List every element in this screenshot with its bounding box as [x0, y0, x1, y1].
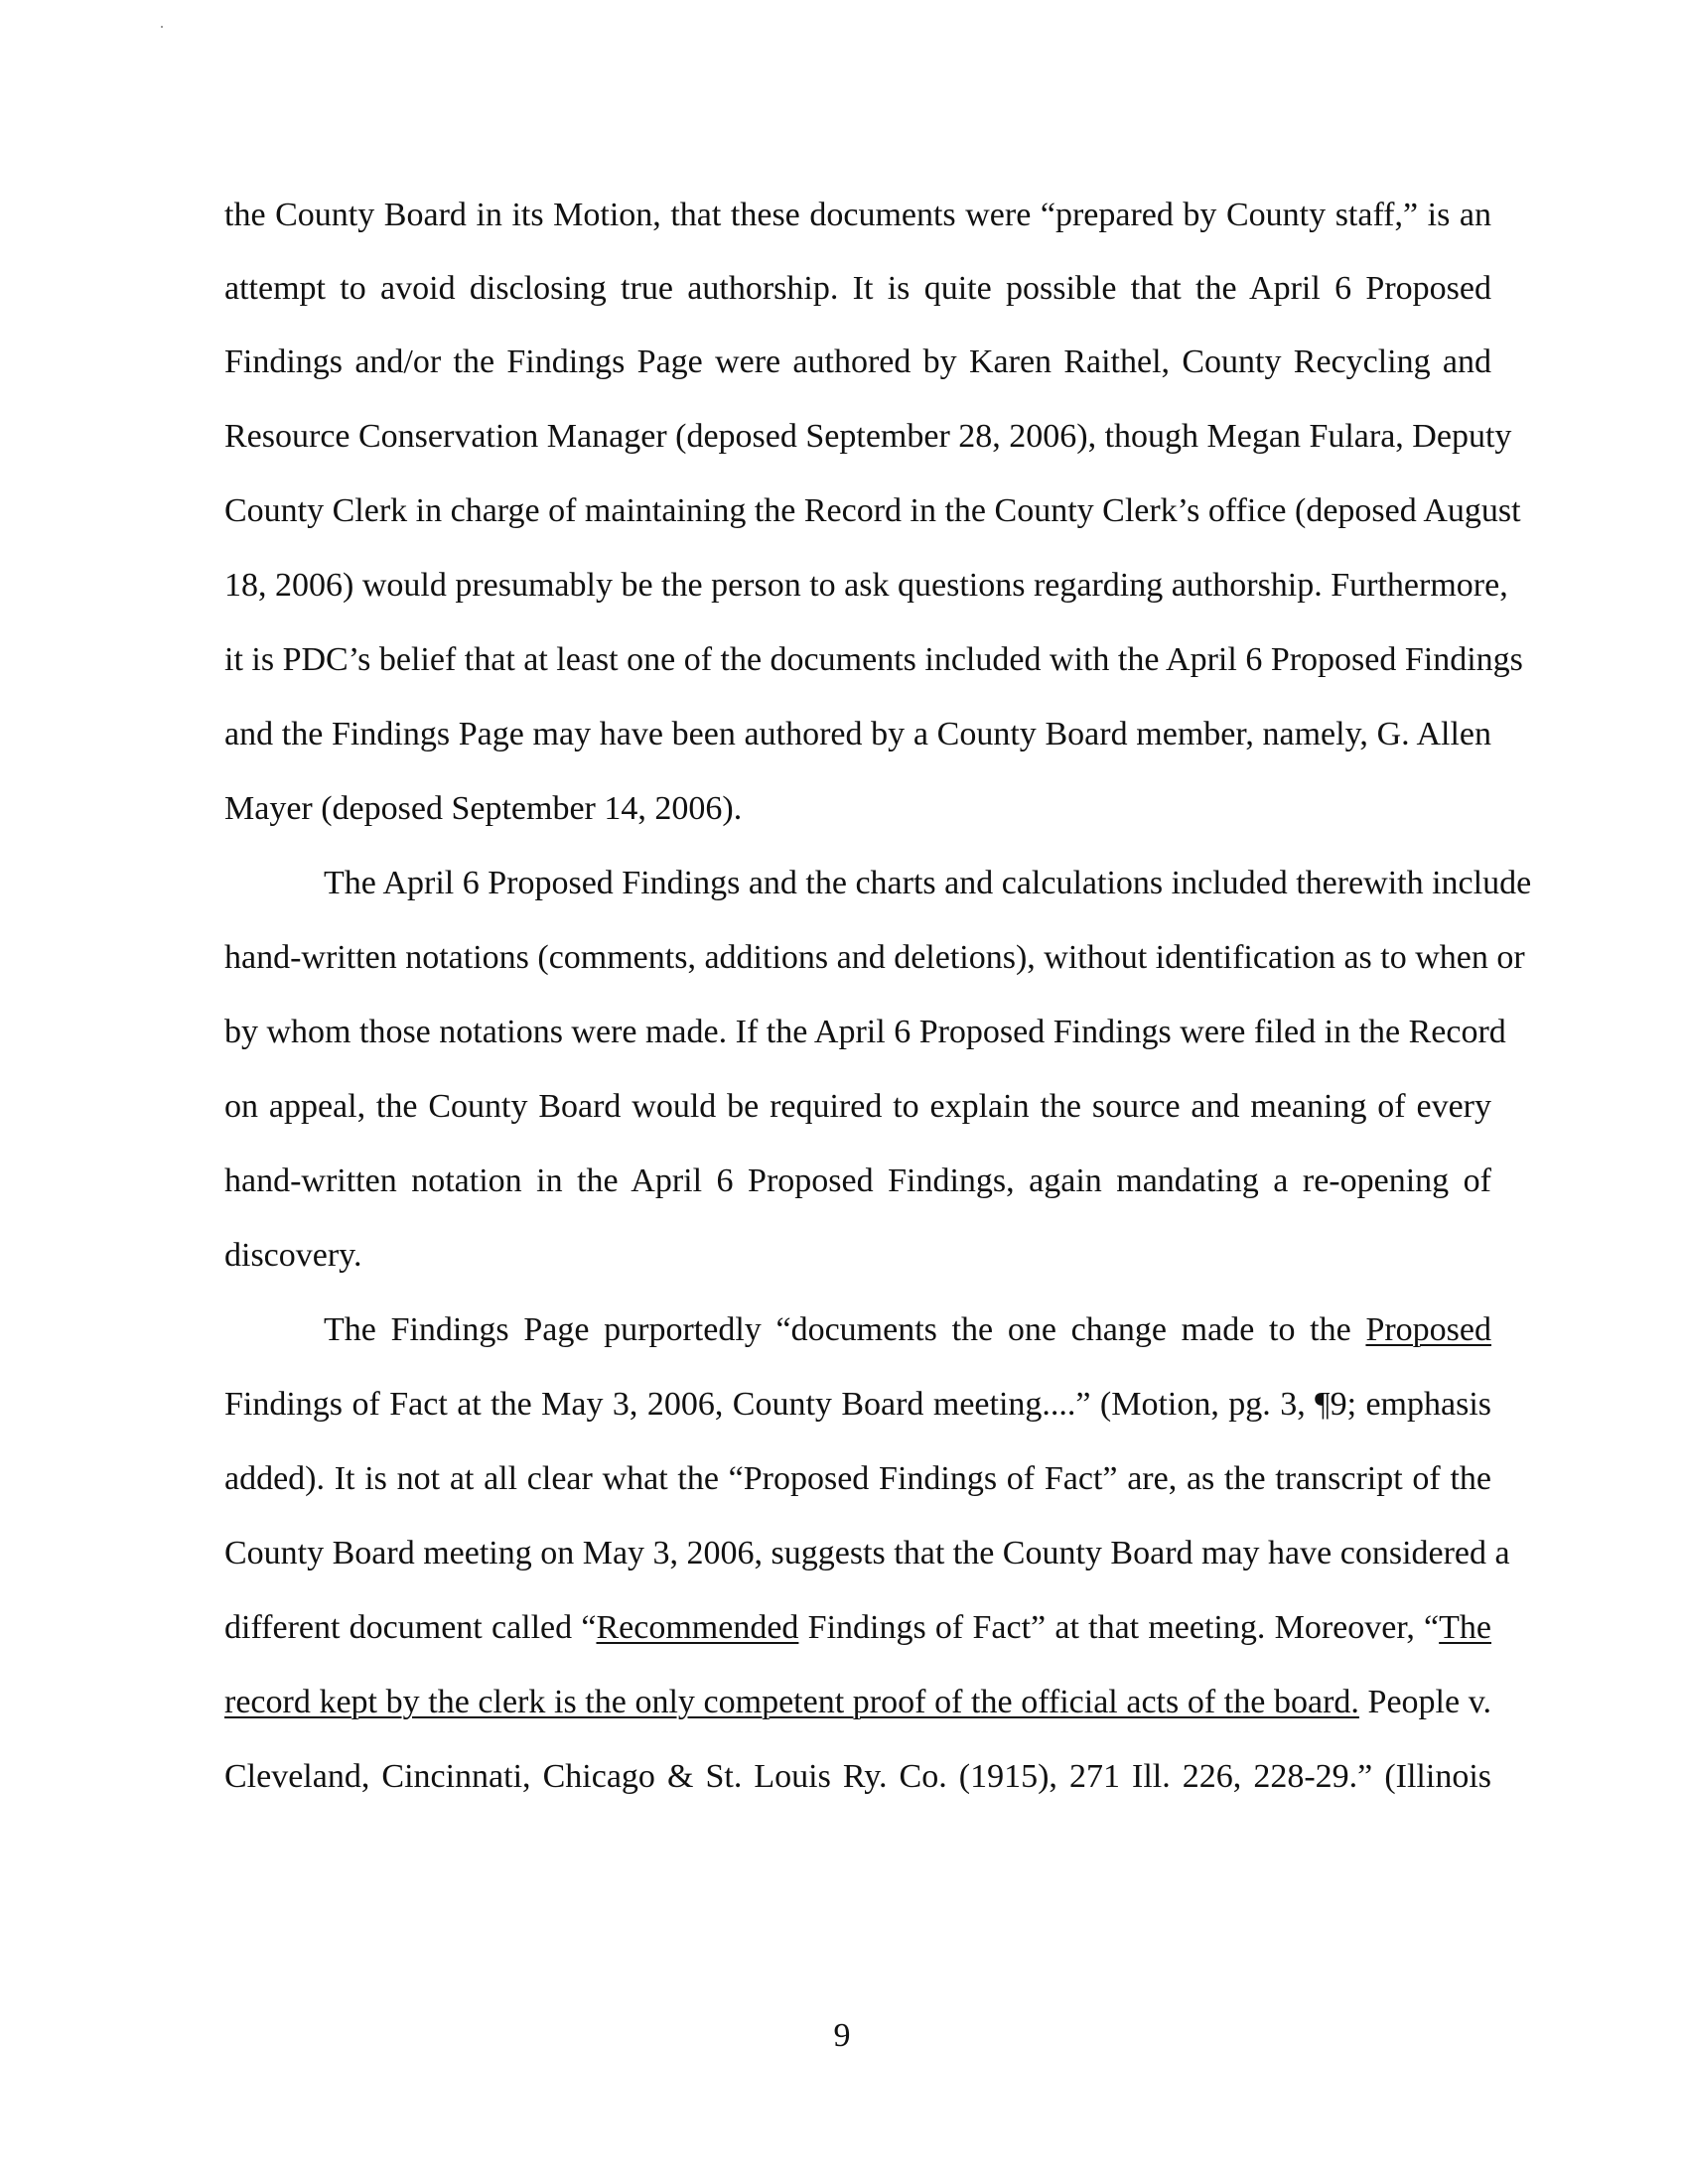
p3-line-5-text-a: different document called “ — [224, 1609, 597, 1646]
underlined-quote: record kept by the clerk is the only competent proof of the official acts of the board. — [224, 1684, 1359, 1720]
underlined-recommended: Recommended — [596, 1609, 799, 1646]
p2-line-2: hand-written notations (comments, additions and deletions), without identification as to when or — [224, 939, 1525, 976]
p3-line-6-text: People v. — [1358, 1684, 1491, 1720]
p1-line-5: County Clerk in charge of maintaining the Record in the County Clerk’s office (deposed August — [224, 492, 1521, 529]
p1-line-1: the County Board in its Motion, that these documents were “prepared by County staff,” is an — [224, 197, 1491, 233]
p1-line-2: attempt to avoid disclosing true authorship. It is quite possible that the April 6 Proposed — [224, 270, 1491, 307]
p3-line-6 — [224, 1683, 1491, 1722]
p3-line-4: County Board meeting on May 3, 2006, suggests that the County Board may have considered a — [224, 1535, 1510, 1571]
p2-line-3: by whom those notations were made. If the April 6 Proposed Findings were filed in the Record — [224, 1014, 1506, 1050]
page-number: 9 — [833, 2017, 851, 2054]
p1-line-7: it is PDC’s belief that at least one of the documents included with the April 6 Proposed Findings — [224, 641, 1523, 678]
p3-line-2: Findings of Fact at the May 3, 2006, County Board meeting....” (Motion, pg. 3, ¶9; emphasis — [224, 1386, 1491, 1423]
p3-line-3: added). It is not at all clear what the “Proposed Findings of Fact” are, as the transcript of the — [224, 1460, 1491, 1497]
p1-line-6: 18, 2006) would presumably be the person to ask questions regarding authorship. Furthermore, — [224, 567, 1508, 604]
p2-line-1: The April 6 Proposed Findings and the charts and calculations included therewith include — [324, 865, 1532, 901]
p2-line-6: discovery. — [224, 1237, 362, 1274]
p1-line-3: Findings and/or the Findings Page were authored by Karen Raithel, County Recycling and — [224, 343, 1491, 380]
scan-speck — [161, 26, 163, 28]
p2-line-5: hand-written notation in the April 6 Proposed Findings, again mandating a re-opening of — [224, 1162, 1491, 1199]
p1-line-4: Resource Conservation Manager (deposed September 28, 2006), though Megan Fulara, Deputy — [224, 418, 1512, 455]
p3-line-1 — [324, 1310, 1491, 1350]
underlined-proposed: Proposed — [1365, 1311, 1491, 1348]
p1-line-9: Mayer (deposed September 14, 2006). — [224, 790, 743, 827]
p3-line-1-text: The Findings Page purportedly “documents the one change made to the — [324, 1311, 1366, 1348]
p2-line-4: on appeal, the County Board would be required to explain the source and meaning of every — [224, 1088, 1491, 1125]
p3-line-5-text-b: Findings of Fact” at that meeting. Moreover, “ — [798, 1609, 1440, 1646]
underlined-the: The — [1439, 1609, 1492, 1646]
p3-line-7: Cleveland, Cincinnati, Chicago & St. Louis Ry. Co. (1915), 271 Ill. 226, 228-29.” (Illinois — [224, 1758, 1491, 1795]
p1-line-8: and the Findings Page may have been authored by a County Board member, namely, G. Allen — [224, 716, 1491, 752]
p3-line-5 — [224, 1608, 1491, 1648]
